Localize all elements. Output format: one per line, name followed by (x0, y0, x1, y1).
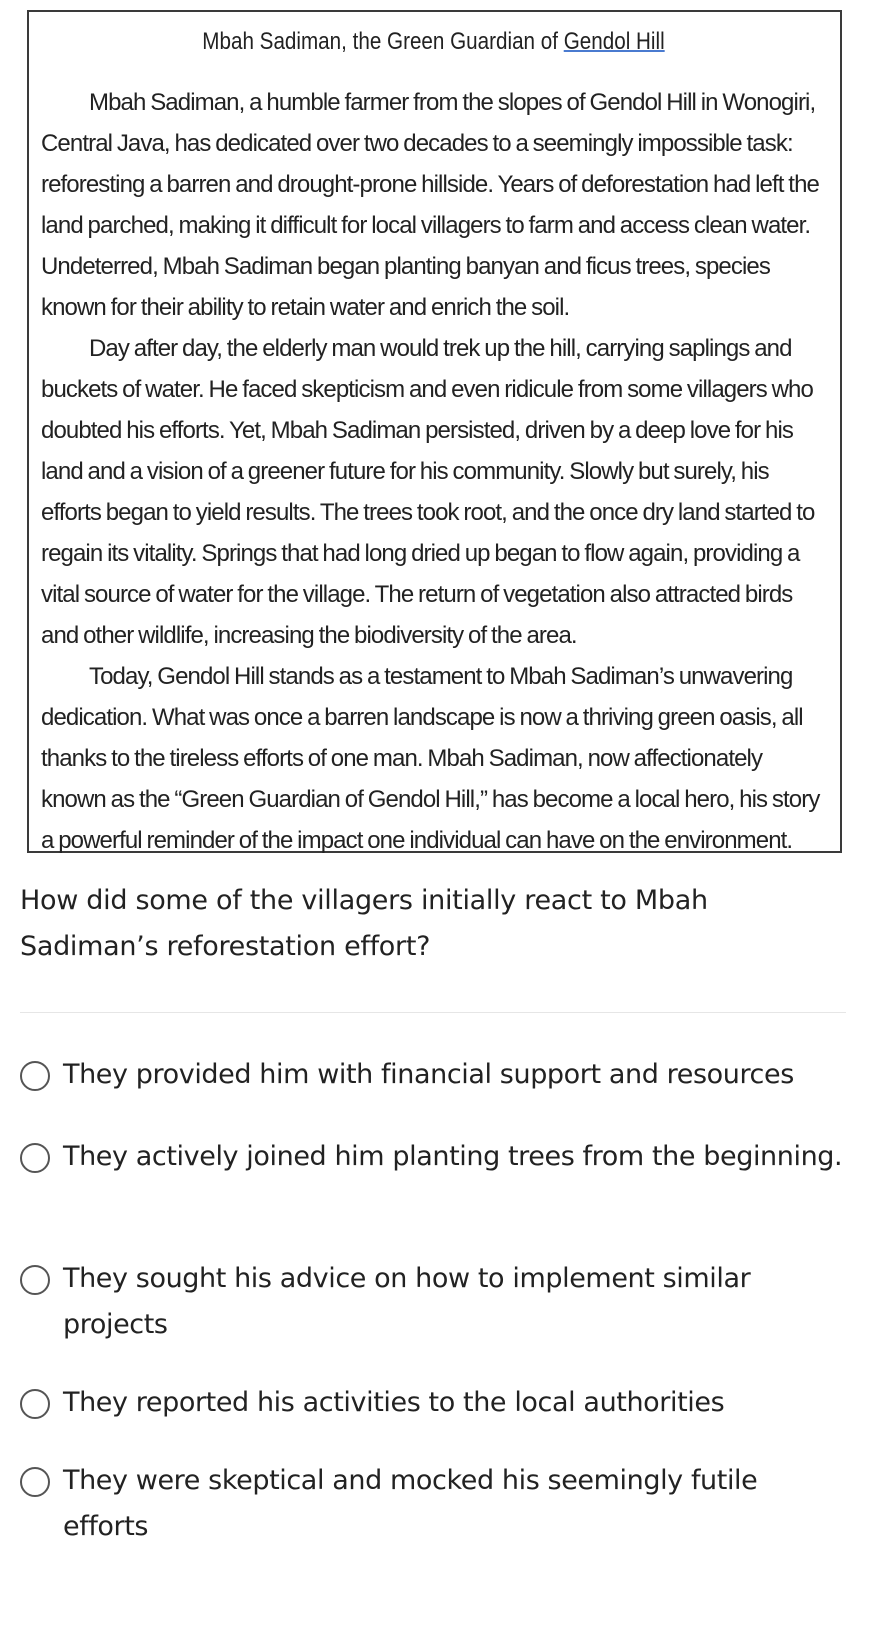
radio-button-icon[interactable] (20, 1143, 50, 1173)
answer-option-2[interactable] (20, 1134, 850, 1180)
passage-paragraph-2: Day after day, the elderly man would trek up the hill, carrying saplings and buckets of water. He faced skepticism and even ridicule from some villagers who doubted his efforts. Yet, Mbah Sadiman persisted, driven by a deep love for his land and a vision of a greener future for his community. Slowly but surely, his efforts began to yield results. The trees took root, and the once dry land started to regain its vitality. Springs that had long dried up began to flow again, providing a vital source of water for the village. The return of vegetation also attracted birds and other wildlife, increasing the biodiversity of the area. (41, 335, 815, 649)
radio-button-icon[interactable] (20, 1061, 50, 1091)
passage-body (41, 82, 826, 861)
radio-button-icon[interactable] (20, 1389, 50, 1419)
radio-button-icon[interactable] (20, 1467, 50, 1497)
answer-option-label: They sought his advice on how to implement similar projects (63, 1263, 751, 1340)
passage-title (96, 22, 771, 62)
radio-button-icon[interactable] (20, 1265, 50, 1295)
passage-title-text: Mbah Sadiman, the Green Guardian of (202, 28, 564, 55)
answer-option-3[interactable] (20, 1256, 850, 1348)
answer-option-label: They actively joined him planting trees from the beginning. (63, 1141, 843, 1172)
answer-option-label: They provided him with financial support and resources (63, 1059, 794, 1090)
answer-option-5[interactable] (20, 1458, 850, 1550)
passage-paragraph-3: Today, Gendol Hill stands as a testament to Mbah Sadiman’s unwavering dedication. What was once a barren landscape is now a thriving green oasis, all thanks to the tireless efforts of one man. Mbah Sadiman, now affectionately known as the “Green Guardian of Gendol Hill,” has become a local hero, his story a powerful reminder of the impact one individual can have on the environment. (41, 663, 820, 854)
answer-option-label: They reported his activities to the local authorities (63, 1387, 725, 1418)
reading-passage (27, 10, 842, 853)
divider (20, 1012, 846, 1013)
question-text: How did some of the villagers initially react to Mbah Sadiman’s reforestation effort? (20, 885, 708, 962)
answer-option-1[interactable] (20, 1052, 850, 1098)
answer-option-label: They were skeptical and mocked his seemingly futile efforts (63, 1465, 758, 1542)
passage-title-underlined: Gendol Hill (563, 28, 665, 55)
answer-option-4[interactable] (20, 1380, 850, 1426)
passage-paragraph-1: Mbah Sadiman, a humble farmer from the slopes of Gendol Hill in Wonogiri, Central Java, has dedicated over two decades to a seemingly impossible task: reforesting a barren and drought-prone hillside. Years of deforestation had left the land parched, making it difficult for local villagers to farm and access clean water. Undeterred, Mbah Sadiman began planting banyan and ficus trees, species known for their ability to retain water and enrich the soil. (41, 89, 819, 321)
